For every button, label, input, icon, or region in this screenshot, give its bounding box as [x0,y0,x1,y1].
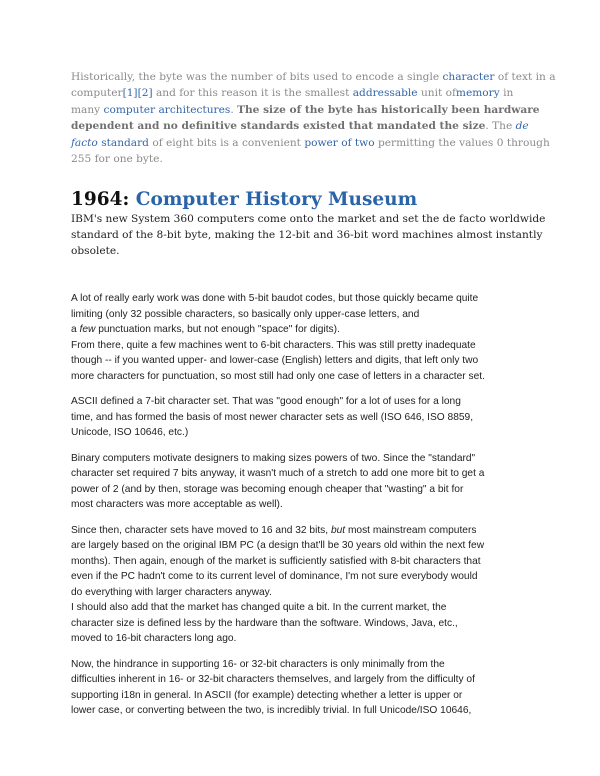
body-line: I should also add that the market has changed quite a bit. In the current market, the [71,602,447,613]
body-line: power of 2 (and by then, storage was becoming enough cheaper that "wasting" a bit for [71,483,464,495]
body-line: more characters for punctuation, so most still had only one case of letters in a character set. [71,370,485,382]
body-line: even if the PC hadn't come to its current level of dominance, I'm not sure everybody would [71,571,478,582]
body-line: are largely based on the original IBM PC (a design that'll be 30 years old within the next few [71,540,485,551]
intro-line [71,102,540,118]
intro-text: . The [485,120,516,133]
body-line: ASCII defined a 7-bit character set. That was "good enough" for a lot of uses for a long [71,396,461,407]
body-line: limiting (only 32 possible characters, so basically only upper-case letters, and [71,308,420,320]
character-link[interactable]: character [442,71,495,83]
lead-line: standard of the 8-bit byte, making the 12-bit and 36-bit word machines almost instantly [71,229,543,242]
body-italic-text: but [330,524,346,536]
body-line: most characters was more acceptable as well). [71,499,283,510]
reference-link-1[interactable]: [1] [122,87,138,100]
computer-history-museum-link[interactable]: Computer History Museum [135,189,418,210]
intro-text: of text in a [494,71,556,83]
body-line: do everything with larger characters anyway. [71,586,272,598]
intro-paragraph [71,69,556,167]
body-line: time, and has formed the basis of most newer character sets as well (ISO 646, ISO 8859, [71,411,474,423]
body-text-run: most mainstream computers [345,524,477,536]
intro-text: in [499,87,514,100]
body-paragraph-hindrance [71,657,531,719]
intro-text: of eight bits is a convenient [148,136,305,149]
intro-text: and for this reason it is the smallest [152,87,353,100]
body-line: though -- if you wanted upper- and lower-case (English) letters and digits, that left only two [71,355,479,366]
body-line: months). Then again, enough of the market is sufficiently satisfied with 8-bit characters that [71,555,481,567]
memory-link[interactable]: memory [455,87,500,100]
body-line: Binary computers motivate designers to making sizes powers of two. Since the "standard" [71,452,476,464]
body-paragraph-binary [71,451,531,513]
intro-text: . [230,103,238,116]
intro-text: unit of [417,87,456,100]
body-line: From there, quite a few machines went to 6-bit characters. This was still pretty inadequate [71,339,476,351]
lead-paragraph [71,211,546,260]
intro-text: computer [71,87,123,100]
body-text-run: punctuation marks, but not enough "space" for digits). [95,324,340,335]
body-text-run: a [71,324,80,335]
body-line: lower case, or converting between the two, is incredibly trivial. In full Unicode/ISO 10646, [71,705,472,716]
body-text-run: Since then, character sets have moved to 16 and 32 bits, [71,524,331,536]
body-paragraph-ascii [71,394,531,441]
reference-link-2[interactable]: [2] [137,87,153,100]
addressable-link[interactable]: addressable [352,87,418,100]
body-line: Now, the hindrance in supporting 16- or 32-bit characters is only minimally from the [71,658,445,670]
intro-line [71,85,531,101]
intro-text: permitting the values 0 through [374,136,550,149]
power-of-two-link[interactable]: power of two [304,136,375,149]
body-line [71,523,531,539]
body-line: character size is defined less by the hardware than the software. Windows, Java, etc., [71,617,458,629]
body-line: character set required 7 bits anyway, it wasn't much of a stretch to add one more bit to get a [71,468,485,479]
intro-text: many [71,103,104,116]
section-heading [71,189,417,210]
body-line: supporting i18n in general. In ASCII (for example) detecting whether a letter is upper or [71,689,463,701]
body-line: Unicode, ISO 10646, etc.) [71,427,189,438]
body-paragraph-baudot [71,291,531,384]
body-paragraph-charsets [71,523,531,647]
de-facto-link[interactable]: de [515,120,529,133]
body-line: difficulties inherent in 16- or 32-bit characters themselves, and largely from the difficulty of [71,674,475,685]
standard-link[interactable]: standard [101,136,149,149]
de-facto-link[interactable]: facto [71,136,98,149]
computer-architectures-link[interactable]: computer architectures [103,103,231,116]
intro-text: Historically, the byte was the number of bits used to encode a single [71,71,443,83]
lead-line: obsolete. [71,245,120,258]
body-line: A lot of really early work was done with 5-bit baudot codes, but those quickly became quite [71,293,479,304]
intro-line [71,135,550,151]
lead-line: IBM's new System 360 computers come onto the market and set the de facto worldwide [71,213,546,225]
intro-bold-text: The size of the byte has historically been hardware [237,103,540,116]
intro-line: 255 for one byte. [71,153,163,166]
body-italic-text: few [79,324,96,335]
body-line: moved to 16-bit characters long ago. [71,633,237,644]
body-text [71,291,531,729]
intro-bold-text: dependent and no definitive standards existed that mandated the size [71,120,486,133]
body-line [71,322,531,338]
heading-year: 1964: [71,189,136,210]
intro-line [71,118,531,134]
intro-line [71,69,556,85]
